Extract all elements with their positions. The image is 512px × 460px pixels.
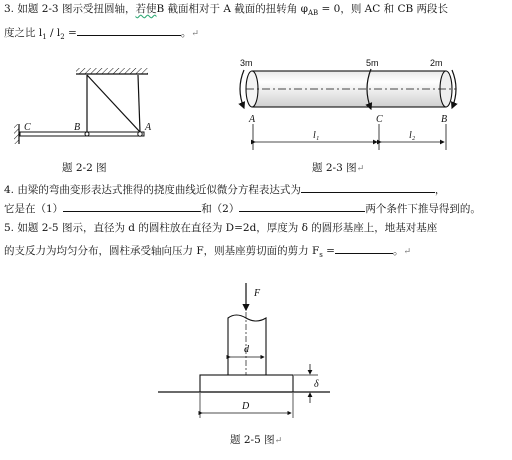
caption-2-2: 题 2-2 图 (62, 162, 107, 174)
q3-text-d: = 0，则 AC 和 CB 两段长 (318, 3, 449, 15)
label-b-22: B (74, 122, 81, 133)
q3-ratio-eq: = (64, 27, 77, 39)
caption-2-3 (312, 160, 364, 175)
wall-support (14, 124, 19, 144)
return-mark: ↵ (191, 29, 199, 39)
torque-label-3m: 3m (240, 58, 253, 68)
q3-text-b: 若使 (135, 3, 157, 15)
label-delta: δ (314, 379, 319, 390)
pin-a (138, 132, 142, 136)
q5-text: 的支反力为均匀分布，圆柱承受轴向压力 F，则基座剪切面的剪力 F (4, 245, 320, 257)
ceiling-support (76, 68, 148, 74)
figure-2-5 (158, 283, 330, 418)
q3-ratio-sub2: 2 (60, 33, 65, 42)
label-l2: l₂ (409, 130, 416, 141)
label-f: F (254, 288, 261, 299)
caption-2-5-text: 题 2-5 图 (230, 434, 275, 446)
q5-eq: = (322, 245, 335, 257)
figure-2-3 (240, 58, 456, 150)
torque-label-5m: 5m (366, 58, 379, 68)
q4-cond-2-blank[interactable] (239, 200, 365, 212)
figure-2-2 (14, 68, 152, 144)
label-b-23: B (441, 114, 448, 125)
q5-line2 (4, 242, 411, 262)
label-d: d (244, 344, 249, 355)
label-l1: l₁ (313, 130, 320, 141)
q3-ratio-c: / l (46, 27, 61, 39)
q4-end: ， (434, 184, 446, 196)
q4-line2 (4, 200, 481, 216)
q3-text-c: B 截面相对于 A 截面的扭转角 φ (156, 3, 308, 15)
label-D: D (242, 401, 250, 412)
torque-label-2m: 2m (430, 58, 443, 68)
q5-sub-s: s (319, 251, 323, 260)
q4-cond-1-label: 它是在（1） (4, 203, 64, 215)
return-mark: ↵ (403, 247, 412, 257)
q3-sub-ab: AB (307, 9, 319, 18)
label-c-22: C (24, 122, 31, 133)
q5-line1: 5. 如题 2-5 图示，直径为 d 的圆柱放在直径为 D=2d，厚度为 δ 的圆形基座上，地基对基座 (4, 222, 438, 234)
torque-arrow-3m (240, 70, 244, 108)
q3-ratio-a: 度之比 l (4, 27, 43, 39)
q5-end: 。 (392, 245, 404, 257)
q4-cond-1-blank[interactable] (63, 200, 201, 212)
q3-text-a: 3. 如题 2-3 图示受扭圆轴， (4, 3, 136, 15)
q3-ratio-sub1: 1 (42, 33, 47, 42)
return-mark: ↵ (274, 436, 283, 446)
q4-cond-2-label: 和（2） (201, 203, 240, 215)
q4-line1 (4, 181, 445, 197)
return-mark: ↵ (356, 164, 365, 174)
base-plate (200, 375, 293, 392)
label-a-23: A (249, 114, 256, 125)
caption-2-3-text: 题 2-3 图 (312, 162, 357, 174)
label-c-23: C (376, 114, 383, 125)
diagonal-bar-1 (87, 75, 140, 132)
q4-text: 4. 由梁的弯曲变形表达式推得的挠度曲线近似微分方程表达式为 (4, 184, 301, 196)
pin-b (85, 132, 89, 136)
vertical-bar-2 (138, 75, 140, 132)
caption-2-5 (230, 432, 282, 447)
q5-answer-blank[interactable] (335, 242, 393, 254)
horizontal-beam (20, 132, 144, 136)
q3-end: 。 (180, 27, 192, 39)
label-a-22: A (145, 122, 152, 133)
q4-answer-blank[interactable] (301, 181, 435, 193)
q4-tail: 两个条件下推导得到的。 (365, 203, 481, 215)
